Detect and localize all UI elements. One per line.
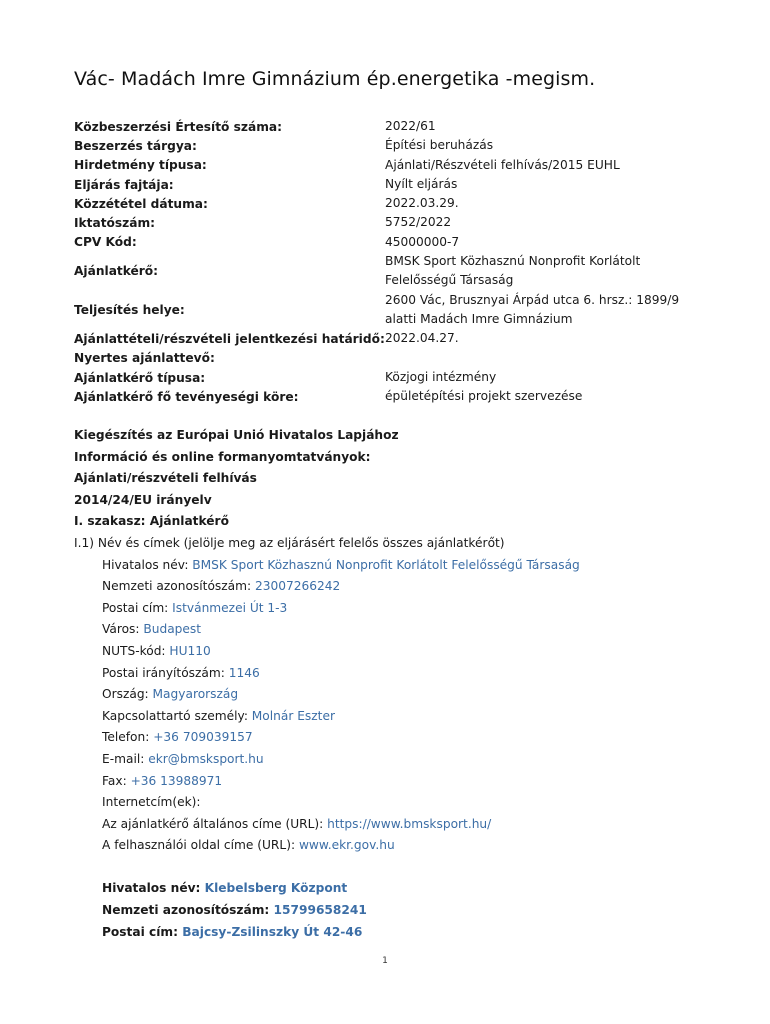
field-country — [74, 684, 714, 706]
field-national-id — [74, 576, 714, 598]
meta-label: Ajánlattételi/részvételi jelentkezési határidő: — [74, 331, 385, 346]
meta-value: Közjogi intézmény — [385, 369, 497, 384]
field-value: 1146 — [228, 665, 260, 680]
summary-table — [74, 117, 714, 406]
field-value: Molnár Eszter — [251, 708, 335, 723]
field-email — [74, 749, 714, 771]
field-label: Város: — [102, 622, 140, 637]
meta-row-publication-date — [74, 194, 714, 213]
meta-label: Beszerzés tárgya: — [74, 138, 197, 153]
field-city — [74, 619, 714, 641]
meta-value: épületépítési projekt szervezése — [385, 389, 583, 404]
field-label: Nemzeti azonosítószám: — [102, 903, 270, 918]
section-heading: I. szakasz: Ajánlatkérő — [74, 514, 229, 529]
subsection-heading: I.1) Név és címek (jelölje meg az eljárásért felelős összes ajánlatkérőt) — [74, 535, 505, 550]
page-number: 1 — [382, 956, 388, 966]
field-label: Az ajánlatkérő általános címe (URL): — [102, 816, 324, 831]
field-label: Ország: — [102, 687, 149, 702]
field-phone — [74, 727, 714, 749]
meta-row-authority-type — [74, 368, 714, 387]
field-value: 23007266242 — [254, 579, 341, 594]
meta-value: Építési beruházás — [385, 138, 494, 153]
field-postal-address — [74, 598, 714, 620]
field-label: Postai irányítószám: — [102, 665, 225, 680]
meta-label: Iktatószám: — [74, 216, 156, 231]
field-value: +36 709039157 — [153, 730, 253, 745]
meta-label: CPV Kód: — [74, 235, 137, 250]
field-buyer-profile-url — [74, 835, 714, 857]
heading-info: Információ és online formanyomtatványok: — [74, 449, 371, 464]
field-contact-person — [74, 706, 714, 728]
field-value: Magyarország — [152, 687, 239, 702]
field-label: Fax: — [102, 773, 127, 788]
meta-value: 2022/61 — [385, 119, 436, 133]
field-label: Internetcím(ek): — [102, 795, 201, 810]
field-value: 15799658241 — [273, 903, 367, 918]
field-nuts — [74, 641, 714, 663]
heading-directive: 2014/24/EU irányelv — [74, 492, 212, 507]
field-label: Postai cím: — [102, 600, 169, 615]
meta-row-procedure — [74, 175, 714, 194]
field-label: Nemzeti azonosítószám: — [102, 579, 252, 594]
meta-value: 45000000-7 — [385, 234, 460, 249]
notice-body — [74, 425, 714, 943]
field-value: BMSK Sport Közhasznú Nonprofit Korlátolt Felelősségű Társaság — [192, 557, 580, 572]
meta-row-winner — [74, 349, 714, 368]
meta-value: Ajánlati/Részvételi felhívás/2015 EUHL — [385, 157, 620, 172]
meta-value: 2022.03.29. — [385, 196, 459, 211]
heading-notice-type: Ajánlati/részvételi felhívás — [74, 471, 257, 486]
meta-label: Közbeszerzési Értesítő száma: — [74, 119, 283, 134]
field-postal-address-2 — [74, 922, 714, 944]
field-label: Kapcsolattartó személy: — [102, 708, 248, 723]
meta-value-line: 2600 Vác, Brusznyai Árpád utca 6. hrsz.: 1899/9 — [385, 292, 680, 307]
field-postcode — [74, 663, 714, 685]
field-national-id-2 — [74, 900, 714, 922]
field-general-url — [74, 814, 714, 836]
field-label: Hivatalos név: — [102, 557, 189, 572]
meta-label: Nyertes ajánlattevő: — [74, 351, 215, 366]
field-label: Hivatalos név: — [102, 881, 201, 896]
page-title: Vác- Madách Imre Gimnázium ép.energetika -megism. — [74, 68, 596, 90]
heading-ojeu: Kiegészítés az Európai Unió Hivatalos Lapjához — [74, 428, 399, 442]
field-value: +36 13988971 — [130, 773, 223, 788]
field-label: A felhasználói oldal címe (URL): — [102, 838, 296, 853]
field-value: Budapest — [143, 622, 202, 637]
meta-row-place-of-performance — [74, 291, 714, 330]
general-url-link[interactable]: https://www.bmsksport.hu/ — [327, 816, 492, 831]
meta-value: 5752/2022 — [385, 215, 452, 230]
meta-value: Nyílt eljárás — [385, 176, 458, 191]
meta-row-bulletin — [74, 117, 714, 136]
meta-row-subject — [74, 136, 714, 155]
meta-value-line: Felelősségű Társaság — [385, 273, 514, 288]
meta-value: 2022.04.27. — [385, 331, 459, 346]
field-fax — [74, 771, 714, 793]
meta-value — [385, 252, 714, 291]
field-label: NUTS-kód: — [102, 643, 166, 658]
field-label: Postai cím: — [102, 924, 179, 939]
field-official-name-2 — [74, 878, 714, 900]
meta-label: Ajánlatkérő típusa: — [74, 370, 206, 385]
meta-label: Hirdetmény típusa: — [74, 158, 207, 173]
field-label: E-mail: — [102, 751, 145, 766]
meta-label: Ajánlatkérő fő tevényeségi köre: — [74, 389, 299, 404]
meta-label: Közzététel dátuma: — [74, 196, 208, 211]
meta-row-main-activity — [74, 387, 714, 406]
meta-value-line: BMSK Sport Közhasznú Nonprofit Korlátolt — [385, 254, 641, 269]
meta-value — [385, 291, 714, 330]
field-value: Klebelsberg Központ — [204, 881, 348, 896]
meta-row-deadline — [74, 329, 714, 348]
meta-row-contracting-authority — [74, 252, 714, 291]
meta-row-notice-type — [74, 156, 714, 175]
buyer-profile-link[interactable]: www.ekr.gov.hu — [298, 838, 395, 853]
field-internet — [74, 792, 714, 814]
meta-label: Eljárás fajtája: — [74, 177, 174, 192]
meta-label: Ajánlatkérő: — [74, 264, 159, 279]
field-official-name — [74, 555, 714, 577]
meta-value-line: alatti Madách Imre Gimnázium — [385, 311, 573, 326]
meta-label: Teljesítés helye: — [74, 302, 185, 317]
email-link[interactable]: ekr@bmsksport.hu — [148, 751, 264, 766]
meta-row-cpv — [74, 233, 714, 252]
field-value: Bajcsy-Zsilinszky Út 42-46 — [182, 924, 363, 939]
field-value: Istvánmezei Út 1-3 — [172, 600, 288, 615]
field-label: Telefon: — [102, 730, 150, 745]
meta-row-file-number — [74, 213, 714, 232]
field-value: HU110 — [169, 643, 211, 658]
spacer — [74, 857, 714, 879]
